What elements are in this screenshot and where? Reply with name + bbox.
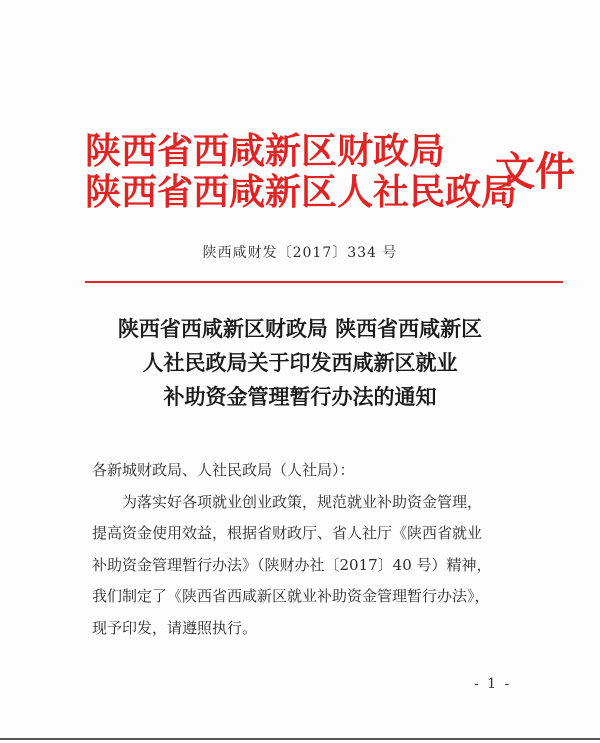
red-divider [85,281,563,283]
title-line-2: 人社民政局关于印发西咸新区就业 [142,350,458,375]
document-number: 陕西咸财发〔2017〕334 号 [202,245,398,261]
body-line: 提高资金使用效益，根据省财政厅、省人社厅《陕西省就业 [92,524,483,542]
body-line: 补助资金管理暂行办法》（陕财办社〔2017〕40 号）精神， [92,555,492,574]
body-line: 为落实好各项就业创业政策，规范就业补助资金管理， [122,492,483,511]
body-line: 现予印发，请遵照执行。 [92,618,258,637]
issuer-line-1: 陕西省西咸新区财政局 [85,130,446,172]
document-label: 文件 [495,148,575,195]
page-bottom-edge [0,738,600,740]
title-line-3: 补助资金管理暂行办法的通知 [163,384,437,409]
salutation: 各新城财政局、人社民政局（人社局）： [92,461,355,479]
title-line-1: 陕西省西咸新区财政局 陕西省西咸新区 [117,316,483,341]
document-body [92,455,572,644]
red-header [55,127,595,219]
issuer-line-2: 陕西省西咸新区人社民政局 [85,171,518,213]
body-line: 我们制定了《陕西省西咸新区就业补助资金管理暂行办法》， [92,587,490,605]
page-number: - 1 - [474,676,512,692]
document-title [0,312,600,414]
